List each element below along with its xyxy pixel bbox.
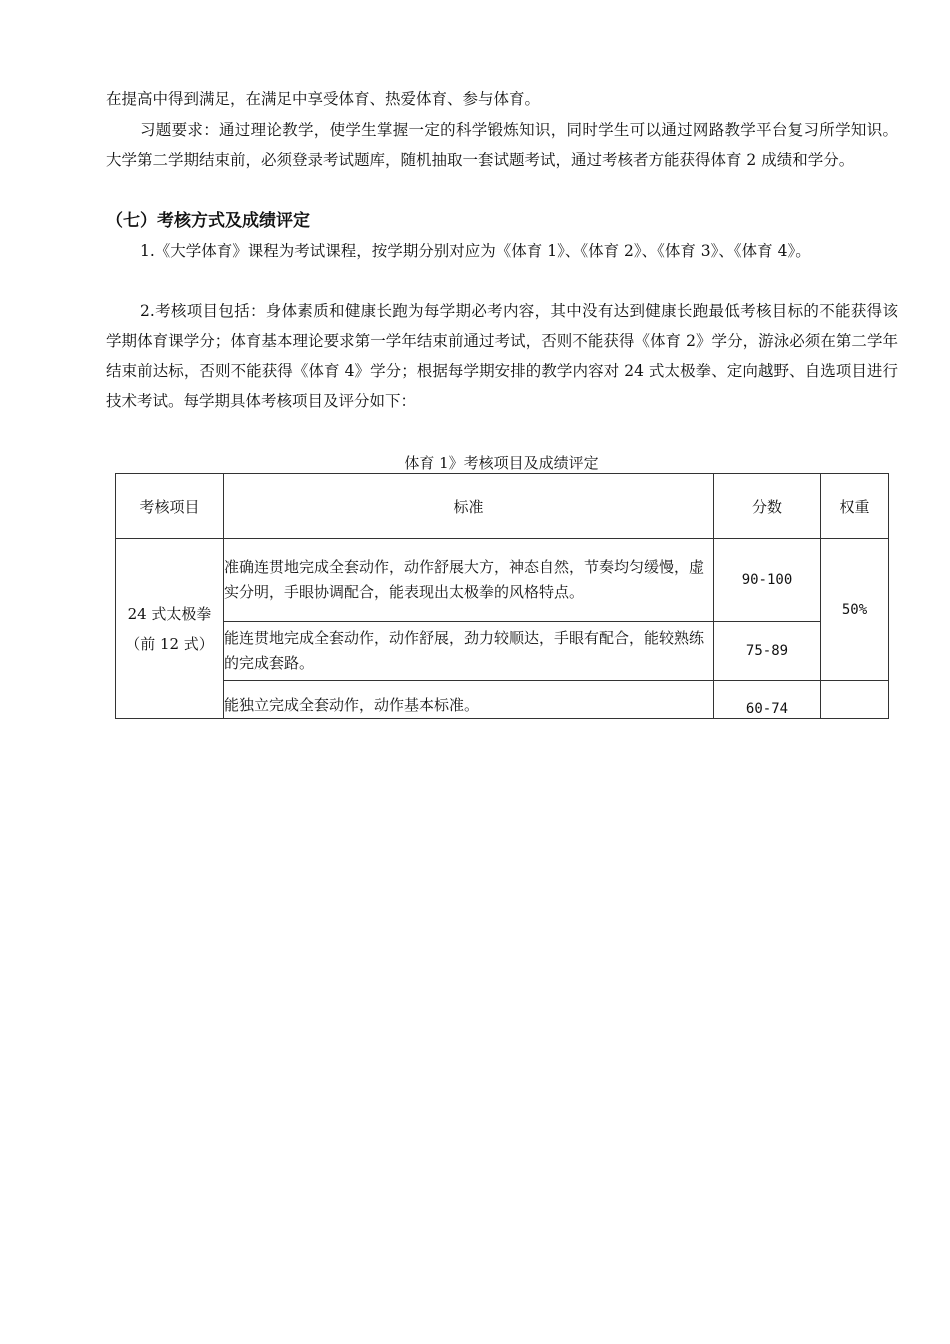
table-row <box>116 681 889 719</box>
paragraph-assessment-1: 1.《大学体育》课程为考试课程，按学期分别对应为《体育 1》、《体育 2》、《体育 3》、《体育 4》。 <box>140 242 811 260</box>
section-heading-assessment: （七）考核方式及成绩评定 <box>106 211 310 231</box>
score-cell: 90-100 <box>714 539 821 622</box>
header-item: 考核项目 <box>116 474 224 539</box>
assessment-table <box>115 473 889 719</box>
standard-cell: 能独立完成全套动作，动作基本标准。 <box>224 681 714 719</box>
weight-cell: 50% <box>821 539 889 681</box>
item-cell: 24 式太极拳（前 12 式） <box>116 539 224 719</box>
table-row <box>116 622 889 681</box>
table-caption: 体育 1》考核项目及成绩评定 <box>404 454 599 472</box>
empty-cell <box>821 681 889 719</box>
paragraph-exercise-requirements: 习题要求：通过理论教学，使学生掌握一定的科学锻炼知识，同时学生可以通过网路教学平台复习所学知识。大学第二学期结束前，必须登录考试题库，随机抽取一套试题考试，通过考核者方能获得体育 2 成绩和学分。 <box>106 121 898 169</box>
standard-cell: 准确连贯地完成全套动作，动作舒展大方，神态自然，节奏均匀缓慢，虚实分明，手眼协调配合，能表现出太极拳的风格特点。 <box>224 539 714 622</box>
standard-cell: 能连贯地完成全套动作，动作舒展，劲力较顺达，手眼有配合，能较熟练的完成套路。 <box>224 622 714 681</box>
score-cell: 75-89 <box>714 622 821 681</box>
score-cell: 60-74 <box>714 681 821 719</box>
header-score: 分数 <box>714 474 821 539</box>
table-header-row <box>116 474 889 539</box>
paragraph-intro-end: 在提高中得到满足，在满足中享受体育、热爱体育、参与体育。 <box>106 90 541 108</box>
paragraph-assessment-2: 2.考核项目包括：身体素质和健康长跑为每学期必考内容，其中没有达到健康长跑最低考核目标的不能获得该学期体育课学分；体育基本理论要求第一学年结束前通过考试，否则不能获得《体育 2》学分，游泳必须在第二学年结束前达标，否则不能获得《体育 4》学分；根据每学期安排的教学内容对 24 式太极拳、定向越野、自选项目进行技术考试。每学期具体考核项目及评分如下： <box>106 302 898 410</box>
header-standard: 标准 <box>224 474 714 539</box>
table-row <box>116 539 889 622</box>
header-weight: 权重 <box>821 474 889 539</box>
